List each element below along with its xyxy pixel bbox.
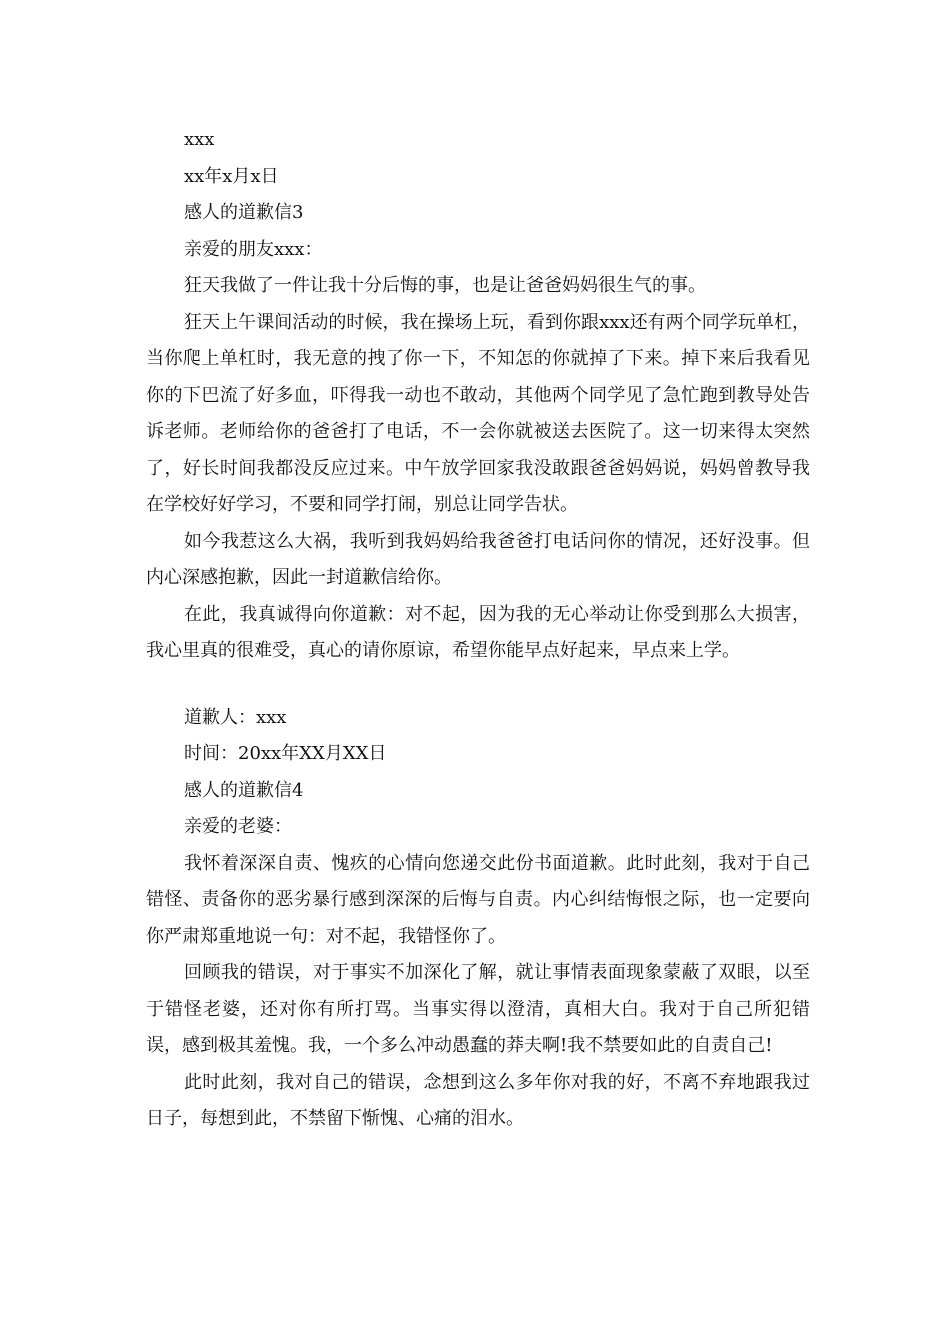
- letter4-paragraph-1: 我怀着深深自责、愧疚的心情向您递交此份书面道歉。此时此刻，我对于自己错怪、责备你的恶劣暴行感到深深的后悔与自责。内心纠结悔恨之际，也一定要向你严肃郑重地说一句：对不起，我错怪你了。: [146, 852, 810, 947]
- letter3-paragraph-4: 在此，我真诚得向你道歉：对不起，因为我的无心举动让你受到那么大损害，我心里真的很难受，真心的请你原谅，希望你能早点好起来，早点来上学。: [146, 603, 810, 661]
- letter4-paragraph-2: 回顾我的错误，对于事实不加深化了解，就让事情表面现象蒙蔽了双眼，以至于错怪老婆，还对你有所打骂。当事实得以澄清，真相大白。我对于自己所犯错误，感到极其羞愧。我，一个多么冲动愚蠢的莽夫啊!我不禁要如此的自责自己!: [146, 962, 810, 1056]
- letter3-salutation: 亲爱的朋友xxx：: [184, 238, 323, 260]
- letter3-signer: 道歉人：xxx: [184, 706, 287, 728]
- document-body: [146, 122, 810, 1138]
- letter3-prev-signer: xxx: [184, 129, 215, 150]
- letter3-title: 感人的道歉信3: [184, 202, 304, 223]
- letter3-paragraph-2: 狂天上午课间活动的时候，我在操场上玩，看到你跟xxx还有两个同学玩单杠，当你爬上单杠时，我无意的拽了你一下，不知怎的你就掉了下来。掉下来后我看见你的下巴流了好多血，吓得我一动也不敢动，其他两个同学见了急忙跑到教导处告诉老师。老师给你的爸爸打了电话，不一会你就被送去医院了。这一切来得太突然了，好长时间我都没反应过来。中午放学回家我没敢跟爸爸妈妈说，妈妈曾教导我在学校好好学习，不要和同学打闹，别总让同学告状。: [146, 311, 810, 515]
- letter4-paragraph-3: 此时此刻，我对自己的错误，念想到这么多年你对我的好，不离不弃地跟我过日子，每想到此，不禁留下惭愧、心痛的泪水。: [146, 1071, 810, 1129]
- letter4-salutation: 亲爱的老婆：: [184, 816, 292, 837]
- letter4-title: 感人的道歉信4: [184, 779, 304, 801]
- letter3-paragraph-3: 如今我惹这么大祸，我听到我妈妈给我爸爸打电话问你的情况，还好没事。但内心深感抱歉，因此一封道歉信给你。: [146, 530, 810, 588]
- section-spacer: [146, 670, 810, 700]
- letter3-prev-date: xx年x月x日: [184, 165, 279, 187]
- letter3-date: 时间：20xx年XX月XX日: [184, 743, 387, 764]
- letter3-paragraph-1: 狂天我做了一件让我十分后悔的事，也是让爸爸妈妈很生气的事。: [184, 275, 706, 296]
